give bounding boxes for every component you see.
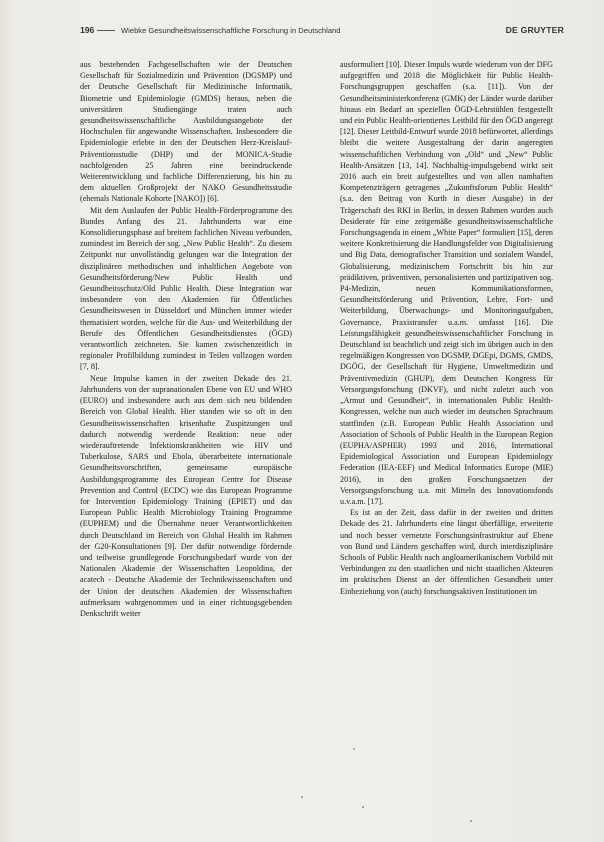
publisher-logo: DE GRUYTER: [505, 25, 564, 35]
paragraph: Es ist an der Zeit, dass dafür in der zweiten und dritten Dekade des 21. Jahrhunderts eine längst überfällige, erweiterte und noch besser vernetzte Forschungsinfrastruktur auf Ebene von Bund und Ländern geschaffen wird, durch interdisziplinäre Schools of Public Health nach angloamerikanischem Vorbild mit Verbindungen zu den staatlichen und nicht staatlichen Akteuren im praktischen Dienst an der öffentlichen Gesundheit unter Einbeziehung von (auch) forschungsaktiven Institutionen im: [340, 508, 553, 596]
paragraph: Mit dem Auslaufen der Public Health-Förderprogramme des Bundes Anfang des 21. Jahrhunderts war eine Konsolidierungsphase auf breitem fachlichen Niveau verbunden, zumindest im Bereich der sog. „New Public Health“. Zu diesem Zeitpunkt nur unvollständig gelungen war die Integration der disziplinären methodischen und inhaltlichen Angebote von Gesundheitsförderung/New Public Health und Gesundheitsschutz/Old Public Health. Diese Integration war insbesondere von den Akademien für Öffentliches Gesundheitswesen in Düsseldorf und München immer wieder thematisiert worden, welche für die Aus- und Weiterbildung der Berufe des Öffentlichen Gesundheitsdienstes (ÖGD) verantwortlich zeichneten. Sie kamen zwischenzeitlich in regionaler Profilbildung zumindest in Teilen vollzogen worden [7, 8].: [80, 205, 292, 372]
text-column-left: [80, 59, 292, 619]
paragraph: ausformuliert [10]. Dieser Impuls wurde wiederum von der DFG aufgegriffen und 2018 die Möglichkeit für Public Health-Forschungsgruppen geschaffen (s.a. [11]). Von der Gesundheitsministerkonferenz (GMK) der Länder wurde darüber hinaus ein Bedarf an speziellen ÖGD-Lehrstühlen festgestellt und ein Public Health-orientiertes Leitbild für den ÖGD angeregt [12]. Dieser Leitbild-Entwurf wurde 2018 befürwortet, allerdings bleibt die weitere Ausgestaltung der darin angeregten wissenschaftlichen Verbindung von „Old“ und „New“ Public Health-Ansätzen [13, 14]. Nachhaltig-impulsgebend wirkt seit 2016 auch ein breit aufgestelltes und von allen namhaften Kompetenzträgern getragenes „Zukunftsforum Public Health“ (s.a. den Beitrag von Kurth in dieser Ausgabe) in der Trägerschaft des RKI in Berlin, in dessen Rahmen wurden auch Desiderate für eine zeitgemäße gesundheitswissenschaftliche Forschungsagenda in einem „White Paper“ formuliert [15], deren weitere Konkretisierung die Handlungsfelder von Digitalisierung und Big Data, demografischer Transition und sozialem Wandel, Globalisierung, medizinischem Fortschritt bis hin zur prädiktiven, präventiven, personalisierten und partizipativen sog. P4-Medizin, neuen Kommunikationsformen, Gesundheitsförderung und Prävention, Lehre, Fort- und Weiterbildung, Überwachungs- und Monitoringaufgaben, Governance, Praxistransfer u.a.m. umfasst [16]. Die Leistungsfähigkeit gesundheitswissenschaftlicher Forschung in Deutschland ist beachtlich und zeigt sich im übrigen auch in den regelmäßigen Kongressen von DGSMP, DGEpi, DGMS, GMDS, DGÖG, der Gesellschaft für Hygiene, Umweltmedizin und Präventivmedizin (GHUP), dem Deutschen Kongress für Versorgungsforschung (DKVF), und nicht zuletzt auch von „Armut und Gesundheit“, in internationalen Public Health-Kongressen, welche nun auch wieder im deutschen Sprachraum stattfinden (z.B. European Public Health Association und Association of Schools of Public Health in the European Region (EUPHA/ASPHER) 1993 und 2016, International Epidemiological Association und European Epidemiology Federation (IEA-EEF) und Medical Informatics Europe (MIE) 2016), in den großen Forschungsnetzen der Versorgungsforschung u.a. mit Mitteln des Innovationsfonds u.v.a.m. [17].: [340, 60, 553, 506]
scan-speck: [470, 820, 472, 822]
text-column-right: [340, 59, 553, 597]
scan-speck: [362, 806, 364, 808]
running-title: Wiebke Gesundheitswissenschaftliche Forschung in Deutschland: [121, 25, 341, 35]
scan-speck: [301, 796, 303, 798]
page-header: [80, 25, 564, 39]
scan-speck: [353, 748, 355, 750]
paragraph: Neue Impulse kamen in der zweiten Dekade des 21. Jahrhunderts von der supranationalen Ebene von EU und WHO (EURO) und insbesondere auch aus dem sich neu bildenden Bereich von Global Health. Hier standen wie so oft in den Gesundheitswissenschaften krisenhafte Zuspitzungen und dadurch notwendig werdende Reaktion: neue oder wiederauftretende Infektionskrankheiten wie HIV und Tuberkulose, SARS und Ebola, überarbeitete internationale Gesundheitsvorschriften, gemeinsame europäische Ausbildungsprogramme des European Centre for Disease Prevention and Control (ECDC) wie das European Programme for Intervention Epidemiology Training (EPIET) und das European Public Health Microbiology Training Programme (EUPHEM) und die Übernahme neuer Verantwortlichkeiten durch Deutschland im Bereich von Global Health im Rahmen der G20-Konsultationen [9]. Der dafür notwendige fördernde und teilweise grundlegende Forschungsbedarf wurde von der Nationalen Akademie der Wissenschaften Leopoldina, der acatech - Deutsche Akademie der Technikwissenschaften und der Union der deutschen Akademien der Wissenschaften aufmerksam wahrgenommen und in einer richtungsgebenden Denkschrift weiter: [80, 373, 292, 618]
paragraph: aus bestehenden Fachgesellschaften wie der Deutschen Gesellschaft für Sozialmedizin und Prävention (DGSMP) und der Deutsche Gesellschaft für Medizinische Informatik, Biometrie und Epidemiologie (GMDS) heraus, neben die universitären Studiengänge traten auch gesundheitswissenschaftliche Ausbildungsangebote der Hochschulen für angewandte Wissenschaften. Insbesondere die Epidemiologie erlebte in den der Deutschen Herz-Kreislauf-Präventionsstudie (DHP) und der MONICA-Studie nachfolgenden 25 Jahren eine beeindruckende Weiterentwicklung und fachliche Differenzierung, bis hin zu dem aktuellen Großprojekt der NAKO Gesundheitsstudie (ehemals Nationale Kohorte [NAKO]) [6].: [80, 60, 292, 204]
page-number: 196: [80, 25, 95, 35]
header-rule: [97, 30, 115, 31]
